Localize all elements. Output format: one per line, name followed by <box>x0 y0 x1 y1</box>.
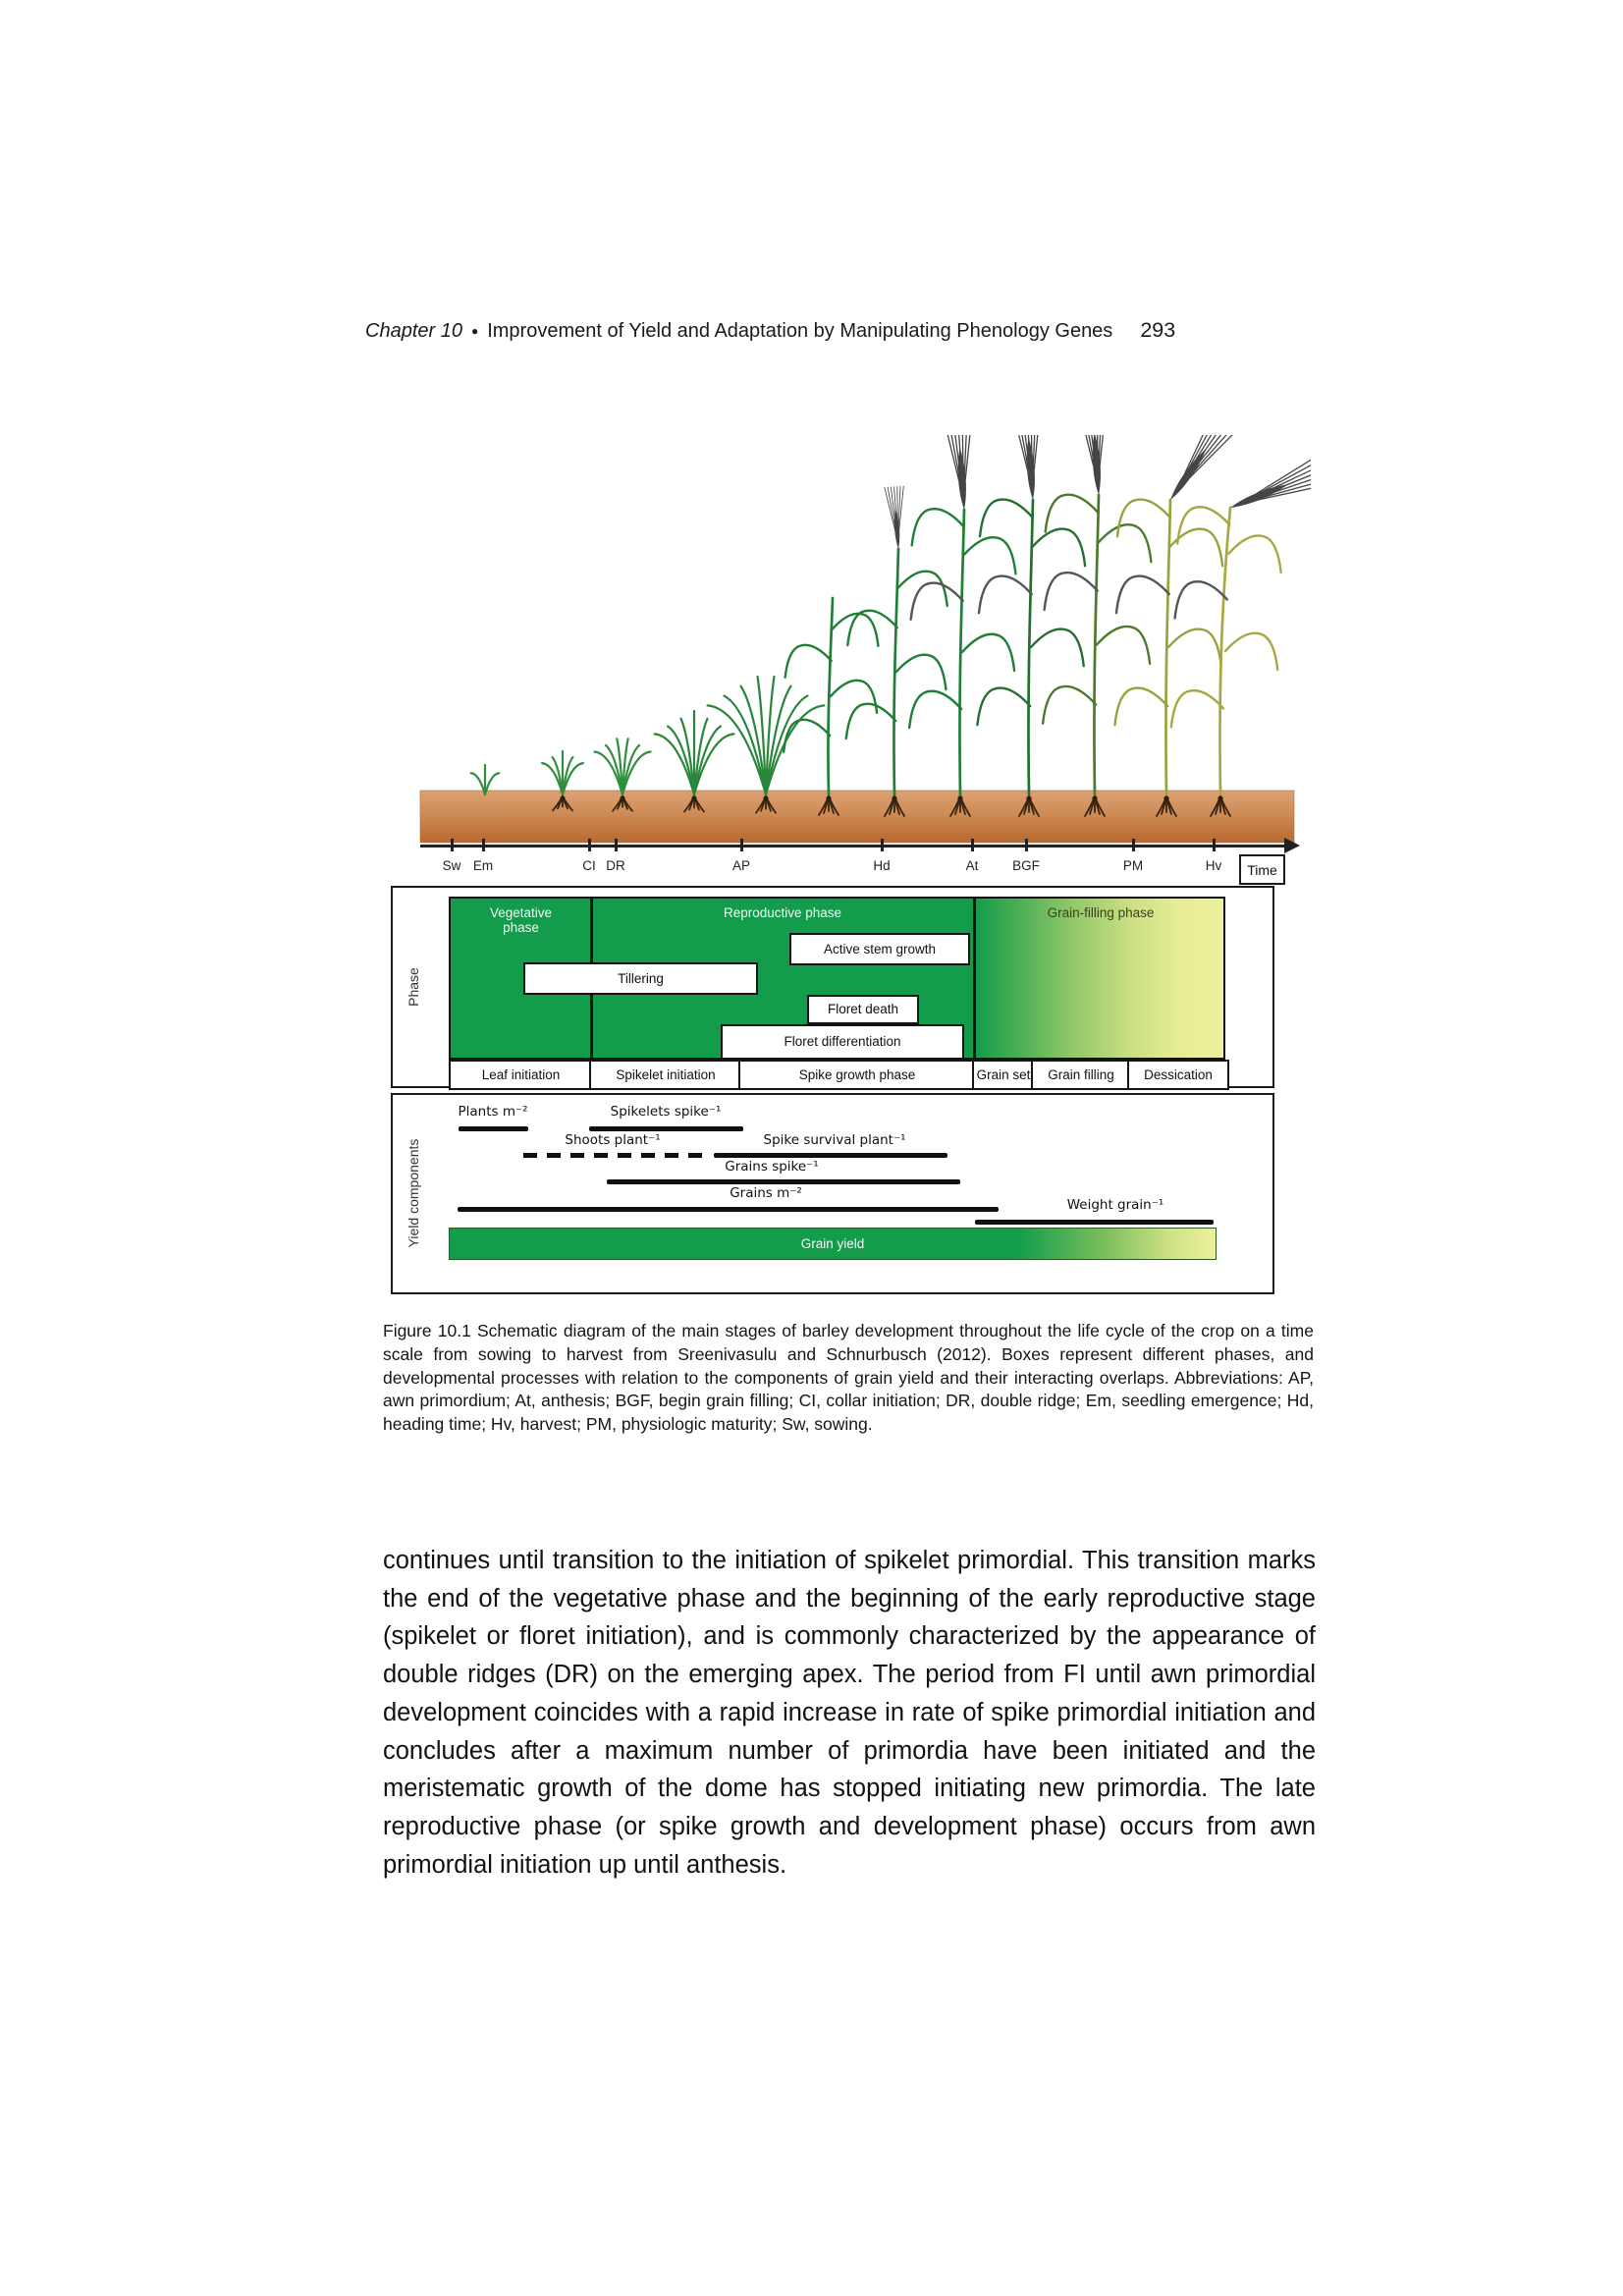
plant-part <box>912 509 964 545</box>
figure <box>383 435 1311 1309</box>
phase-section-label: Vegetative phase <box>489 905 553 935</box>
axis-arrow-icon <box>1284 838 1300 853</box>
plant-part <box>708 705 766 794</box>
axis-tick <box>451 839 454 851</box>
plant-part <box>980 500 1033 537</box>
plant-part <box>766 705 824 794</box>
plant-part <box>785 645 832 678</box>
plant-part <box>1171 690 1223 727</box>
yield-component-bar <box>607 1179 960 1184</box>
yield-component-bar <box>458 1207 999 1212</box>
yield-component-label: Spike survival plant⁻¹ <box>763 1132 906 1148</box>
plant-part <box>896 655 946 689</box>
soil-band <box>420 791 1294 843</box>
plant-part <box>1177 507 1229 543</box>
plant-crown <box>691 795 696 800</box>
stage-box: Leaf initiation <box>449 1060 593 1090</box>
bullet-icon: ● <box>470 324 479 338</box>
yield-component-bar <box>589 1126 743 1131</box>
plant-part <box>846 704 895 738</box>
yield-axis-label: Yield components <box>406 1138 421 1248</box>
body-paragraph: continues until transition to the initiation of spikelet primordial. This transition marks the end of the vegetative phase and the beginning of the early reproductive stage (spikelet or floret initiation), and is commonly characterized by the appearance of double ridges (DR) on the emerging apex. The period from FI until awn primordial development coincides with a rapid increase in rate of spike primordial initiation and concludes after a maximum number of primordia have been initiated and the meristematic growth of the dome has stopped initiating new primordia. The late reproductive phase (or spike growth and development phase) occurs from awn primordial initiation up until anthesis. <box>383 1547 1316 1879</box>
chapter-label: Chapter 10 <box>365 320 462 342</box>
yield-component-bar <box>975 1220 1214 1225</box>
plant-part <box>1097 627 1150 664</box>
phase-section-label: Reproductive phase <box>723 905 842 920</box>
axis-tick <box>1132 839 1135 851</box>
plant-part <box>1117 500 1170 537</box>
stage-box: Dessication <box>1127 1060 1229 1090</box>
axis-tick-label: CI <box>582 858 596 873</box>
plant-part <box>962 634 1014 671</box>
plant-crown <box>1163 795 1168 800</box>
axis-tick-label: AP <box>731 858 751 873</box>
plant-part <box>1175 581 1227 618</box>
process-box: Active stem growth <box>789 933 970 965</box>
process-box: Floret death <box>807 995 919 1024</box>
axis-tick <box>588 839 591 851</box>
axis-tick-label: PM <box>1122 858 1144 873</box>
plant-crown <box>892 795 896 800</box>
axis-tick <box>615 839 618 851</box>
process-box: Tillering <box>523 962 758 995</box>
plant-part <box>963 537 1015 574</box>
plant-part <box>831 681 877 713</box>
spike-head <box>1077 435 1113 496</box>
stage-box: Grain set <box>972 1060 1035 1090</box>
plant-crown <box>957 795 962 800</box>
yield-component-label: Weight grain⁻¹ <box>1066 1197 1164 1213</box>
process-box: Floret differentiation <box>721 1024 964 1060</box>
yield-component-label: Grains m⁻² <box>730 1185 802 1201</box>
axis-tick-label: At <box>965 858 979 873</box>
page-header <box>365 318 1337 343</box>
plant-part <box>979 576 1032 614</box>
plant-crown <box>560 795 565 800</box>
plant-part <box>897 572 947 606</box>
plant-part <box>911 583 963 620</box>
plant-part <box>1168 629 1221 667</box>
plant-part <box>1043 686 1096 724</box>
spike-head <box>1159 435 1238 509</box>
plant-part <box>784 720 830 752</box>
yield-component-label: Grains spike⁻¹ <box>725 1159 819 1175</box>
plant-part <box>1031 629 1084 667</box>
axis-tick-label: Hv <box>1205 858 1222 873</box>
yield-component-label: Spikelets spike⁻¹ <box>610 1104 722 1120</box>
axis-line <box>420 845 1288 847</box>
axis-tick <box>971 839 974 851</box>
page-number: 293 <box>1140 318 1176 342</box>
plant-part <box>1045 573 1098 610</box>
yield-component-label: Shoots plant⁻¹ <box>565 1132 661 1148</box>
grain-yield-bar: Grain yield <box>449 1228 1217 1260</box>
chapter-title: Improvement of Yield and Adaptation by Manipulating Phenology Genes <box>487 320 1113 342</box>
axis-tick-label: Sw <box>442 858 461 873</box>
plant-part <box>681 719 694 794</box>
plant-part <box>909 691 961 728</box>
phase-divider <box>973 899 976 1058</box>
axis-tick-label: Em <box>472 858 494 873</box>
axis-tick <box>740 839 743 851</box>
time-box: Time <box>1239 854 1285 885</box>
spike-head <box>1224 458 1311 521</box>
yield-component-bar <box>459 1126 528 1131</box>
axis-tick-label: DR <box>606 858 625 873</box>
plant-part <box>847 611 896 645</box>
axis-tick-label: BGF <box>1012 858 1040 873</box>
plant-crown <box>763 795 768 800</box>
plant-part <box>553 757 563 794</box>
plant-part <box>1046 495 1099 532</box>
stage-box: Spike growth phase <box>738 1060 976 1090</box>
plant-part <box>1228 535 1280 572</box>
plant-part <box>977 688 1030 726</box>
yield-component-label: Plants m⁻² <box>458 1104 528 1120</box>
plants-illustration <box>383 435 1311 885</box>
spike-head <box>943 435 979 511</box>
plant-part <box>1098 524 1151 562</box>
plant-crown <box>1092 795 1097 800</box>
axis-tick-label: Hd <box>873 858 891 873</box>
stage-box: Spikelet initiation <box>589 1060 742 1090</box>
axis-tick <box>482 839 485 851</box>
phase-section <box>974 899 1225 1058</box>
plant-crown <box>620 795 624 800</box>
plant-part <box>1116 576 1169 614</box>
plant-crown <box>826 795 831 800</box>
plant-crown <box>1026 795 1031 800</box>
axis-tick <box>1213 839 1216 851</box>
plant-crown <box>1217 795 1222 800</box>
axis-tick <box>881 839 884 851</box>
stage-box: Grain filling <box>1031 1060 1131 1090</box>
phase-axis-label: Phase <box>406 967 421 1007</box>
yield-component-bar <box>523 1153 709 1158</box>
spike-head <box>1011 435 1048 501</box>
figure-caption: Figure 10.1 Schematic diagram of the main stages of barley development throughout the life cycle of the crop on a time scale from sowing to harvest from Sreenivasulu and Schnurbusch (2012). Boxes represent different phases, and developmental processes with relation to the components of grain yield and their interacting overlaps. Abbreviations: AP, awn primordium; At, anthesis; BGF, begin grain filling; CI, collar initiation; DR, double ridge; Em, seedling emergence; Hd, heading time; Hv, harvest; PM, physiologic maturity; Sw, sowing. <box>383 1321 1314 1435</box>
plant-part <box>1225 633 1277 670</box>
plant-part <box>1114 688 1167 726</box>
yield-component-bar <box>714 1153 947 1158</box>
plant-part <box>1032 529 1085 567</box>
yield-panel <box>391 1093 1274 1294</box>
axis-tick <box>1025 839 1028 851</box>
spike-head <box>885 486 908 550</box>
phase-section-label: Grain-filling phase <box>1047 905 1155 920</box>
